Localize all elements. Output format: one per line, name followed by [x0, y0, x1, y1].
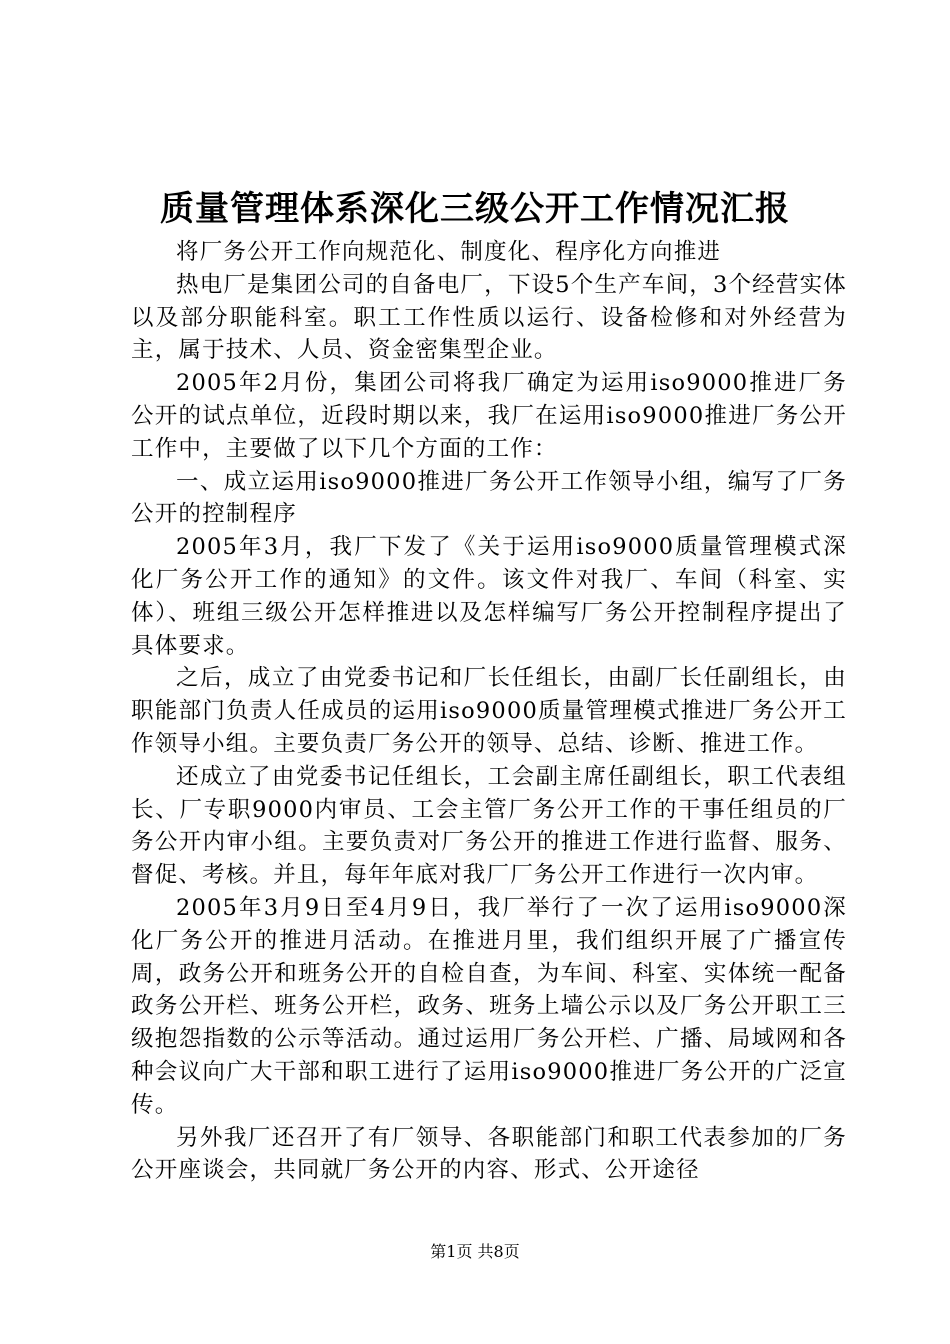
document-title: 质量管理体系深化三级公开工作情况汇报 [160, 189, 790, 229]
document-body [131, 236, 847, 1187]
paragraph: 另外我厂还召开了有厂领导、各职能部门和职工代表参加的厂务公开座谈会，共同就厂务公开的内容、形式、公开途径 [131, 1124, 847, 1184]
page-footer: 第1页 共8页 [430, 1242, 520, 1261]
paragraph: 2005年3月，我厂下发了《关于运用iso9000质量管理模式深化厂务公开工作的通知》的文件。该文件对我厂、车间（科室、实体）、班组三级公开怎样推进以及怎样编写厂务公开控制程序提出了具体要求。 [131, 534, 847, 659]
paragraph: 2005年3月9日至4月9日，我厂举行了一次了运用iso9000深化厂务公开的推进月活动。在推进月里，我们组织开展了广播宣传周，政务公开和班务公开的自检自查，为车间、科室、实体统一配备政务公开栏、班务公开栏，政务、班务上墙公示以及厂务公开职工三级抱怨指数的公示等活动。通过运用厂务公开栏、广播、局域网和各种会议向广大干部和职工进行了运用iso9000推进厂务公开的广泛宣传。 [131, 894, 847, 1118]
paragraph: 2005年2月份，集团公司将我厂确定为运用iso9000推进厂务公开的试点单位，近段时期以来，我厂在运用iso9000推进厂务公开工作中，主要做了以下几个方面的工作： [131, 370, 847, 462]
paragraph: 一、成立运用iso9000推进厂务公开工作领导小组，编写了厂务公开的控制程序 [131, 468, 847, 528]
paragraph: 还成立了由党委书记任组长，工会副主席任副组长，职工代表组长、厂专职9000内审员、工会主管厂务公开工作的干事任组员的厂务公开内审小组。主要负责对厂务公开的推进工作进行监督、服务、督促、考核。并且，每年年底对我厂厂务公开工作进行一次内审。 [131, 763, 847, 889]
paragraph: 热电厂是集团公司的自备电厂，下设5个生产车间，3个经营实体以及部分职能科室。职工工作性质以运行、设备检修和对外经营为主，属于技术、人员、资金密集型企业。 [131, 271, 847, 364]
paragraph: 之后，成立了由党委书记和厂长任组长，由副厂长任副组长，由职能部门负责人任成员的运用iso9000质量管理模式推进厂务公开工作领导小组。主要负责厂务公开的领导、总结、诊断、推进工作。 [131, 665, 847, 757]
paragraph: 将厂务公开工作向规范化、制度化、程序化方向推进 [176, 239, 722, 265]
